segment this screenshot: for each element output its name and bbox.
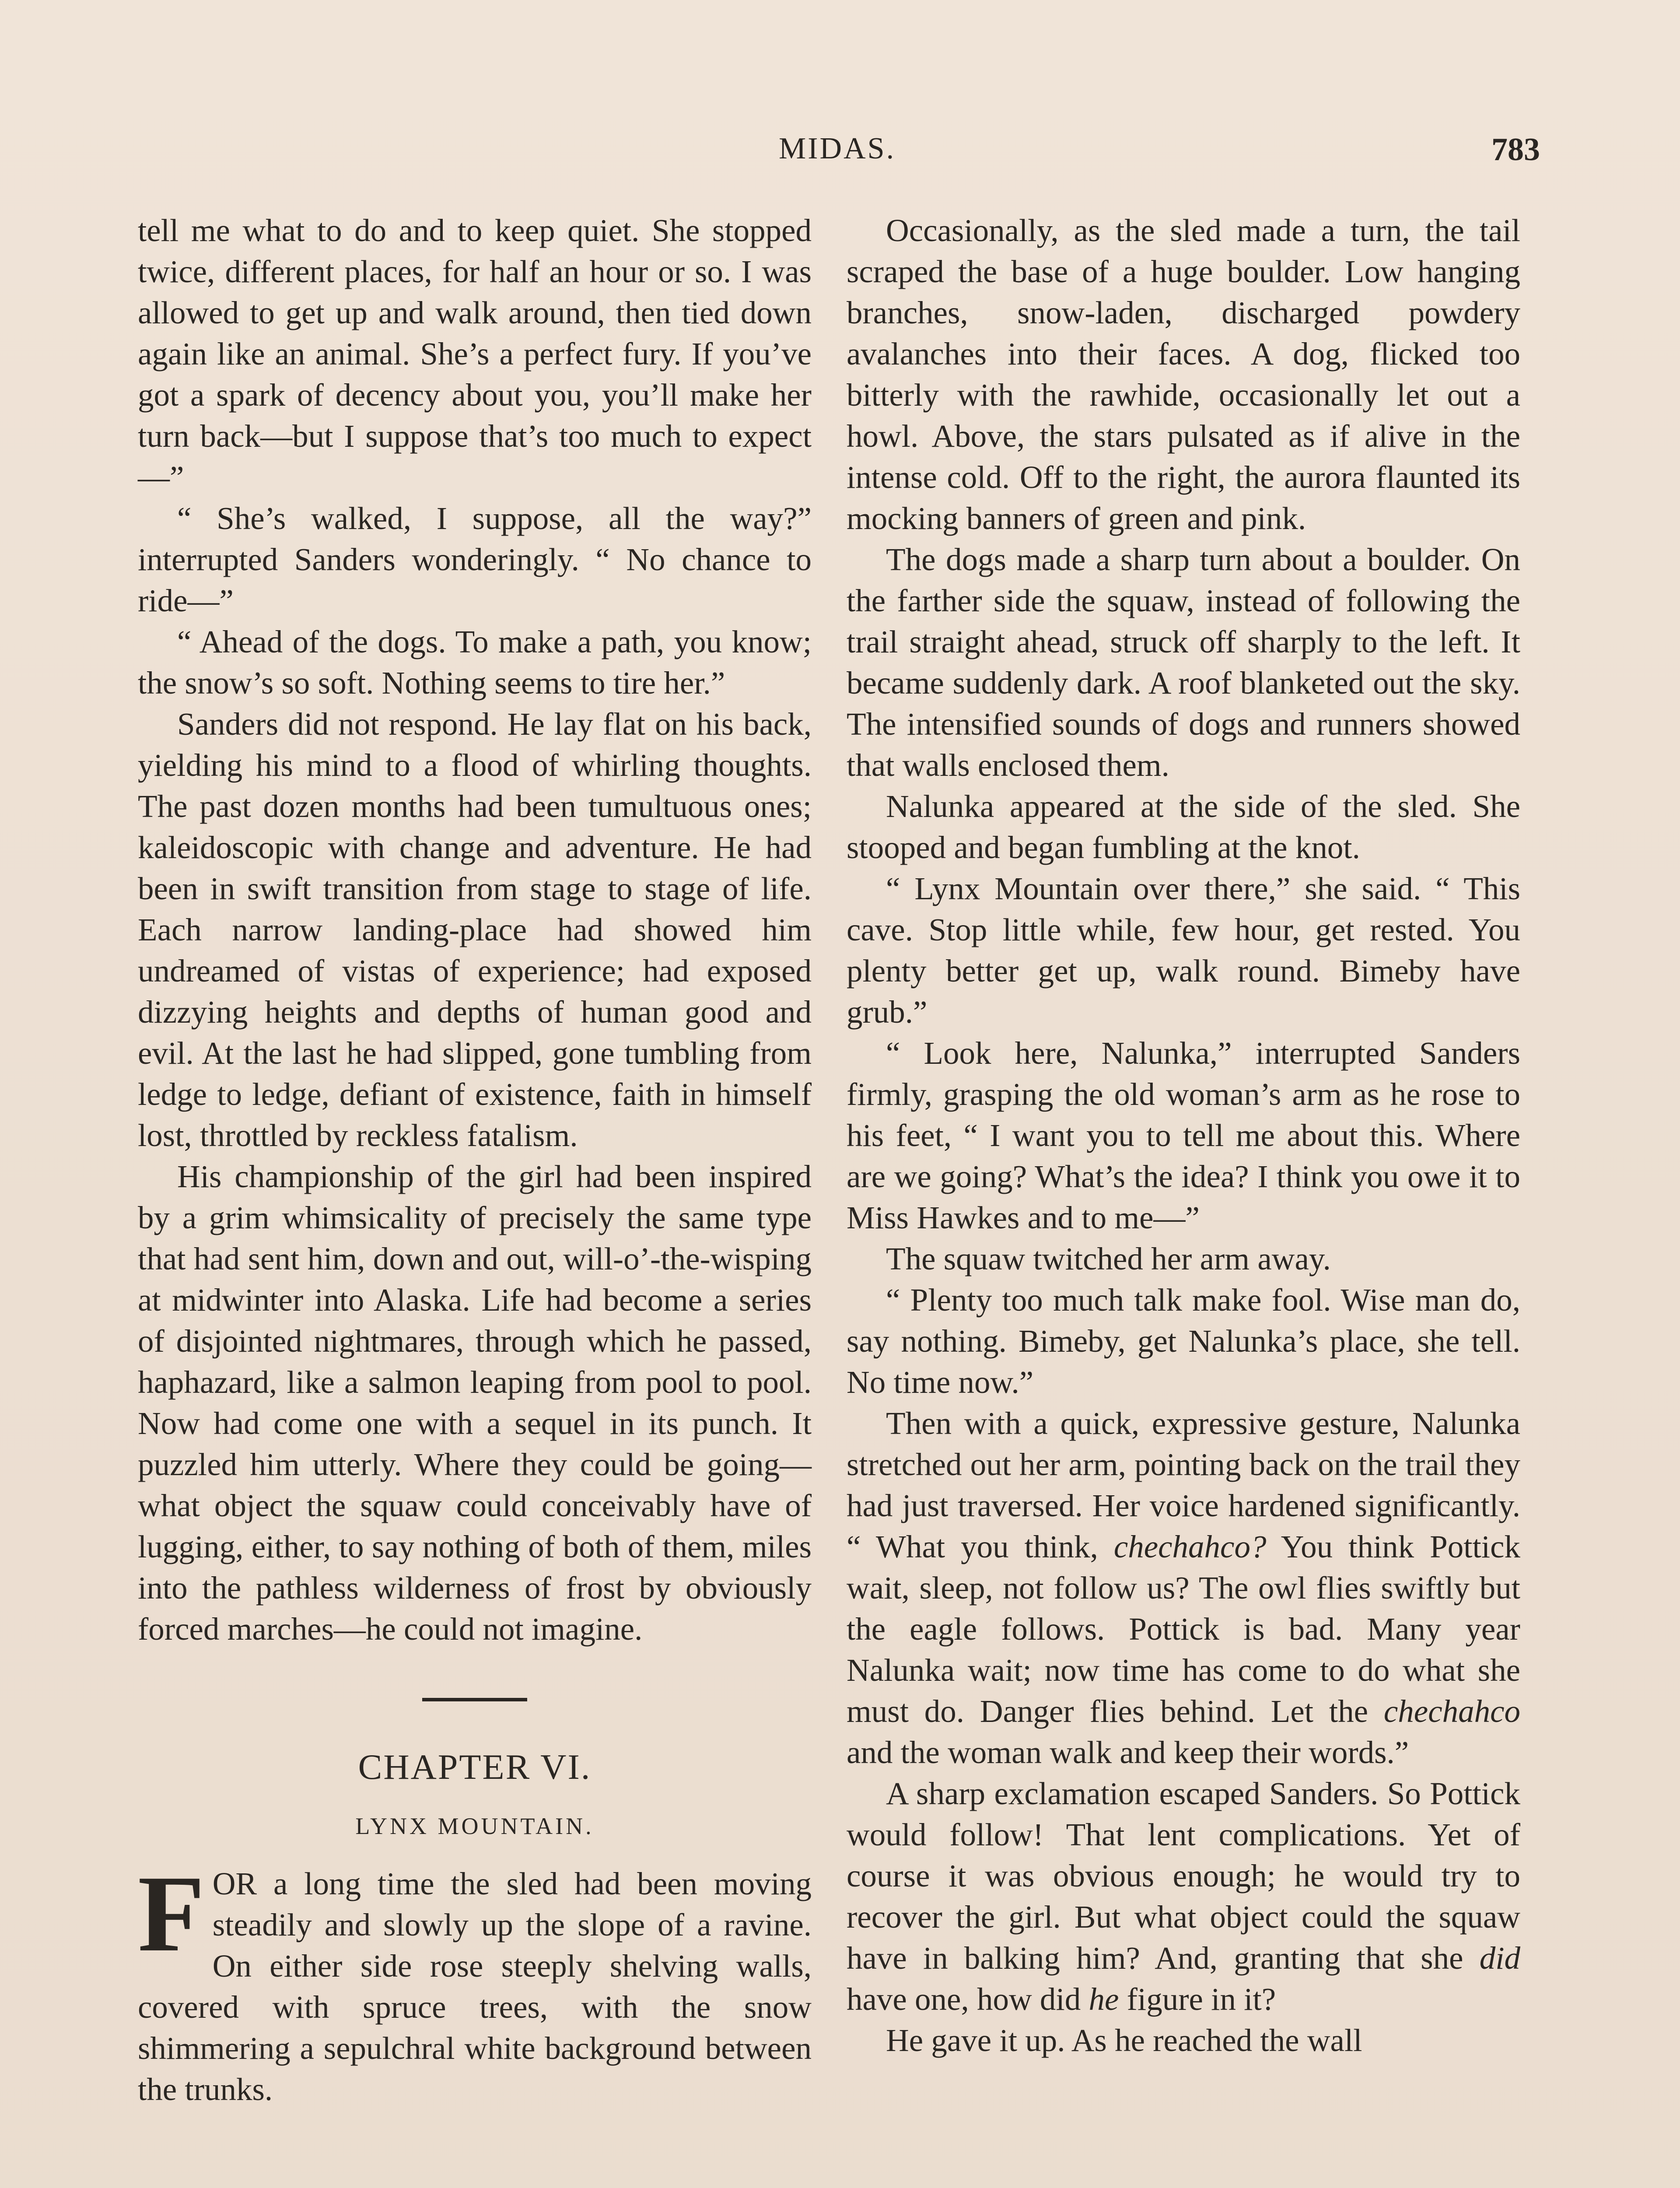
right-column bbox=[847, 210, 1520, 2061]
chapter-title: CHAPTER VI. bbox=[358, 1747, 592, 1787]
running-title: MIDAS. bbox=[779, 132, 896, 165]
paragraph: Occasionally, as the sled made a turn, the tail scraped the base of a huge boulder. Low hanging branches, snow-laden, discharged powdery avalanches into their faces. A dog, flicked too bitterly with the rawhide, occasionally let out a howl. Above, the stars pulsated as if alive in the intense cold. Off to the right, the aurora flaunted its mocking banners of green and pink. bbox=[847, 213, 1520, 536]
paragraph bbox=[847, 1773, 1520, 2020]
paragraph: “ Ahead of the dogs. To make a path, you know; the snow’s so soft. Nothing seems to tire her.” bbox=[138, 624, 812, 701]
italic-word: did bbox=[1479, 1940, 1520, 1976]
page-header bbox=[0, 131, 1680, 179]
paragraph bbox=[847, 1403, 1520, 1773]
paragraph: “ Lynx Mountain over there,” she said. “ This cave. Stop little while, few hour, get rested. You plenty better get up, walk round. Bimeby have grub.” bbox=[847, 871, 1520, 1030]
section-divider bbox=[422, 1698, 527, 1701]
text-run: have one, how did bbox=[847, 1981, 1089, 2017]
text-run: You think Pottick wait, sleep, not follow us? The owl flies swiftly but the eagle follows. Pottick is bad. Many year Nalunka wait; now time has come to do what she must do. Danger flies behind. Let the bbox=[847, 1529, 1520, 1729]
drop-cap: F bbox=[138, 1853, 205, 1974]
text-run: and the woman walk and keep their words.” bbox=[847, 1735, 1409, 1770]
left-column bbox=[138, 210, 812, 2110]
page-number: 783 bbox=[1491, 132, 1540, 168]
italic-word: chechahco bbox=[1383, 1694, 1520, 1729]
paragraph: Nalunka appeared at the side of the sled. She stooped and began fumbling at the knot. bbox=[847, 789, 1520, 865]
paragraph: The dogs made a sharp turn about a boulder. On the farther side the squaw, instead of following the trail straight ahead, struck off sharply to the left. It became suddenly dark. A roof blanketed out the sky. The intensified sounds of dogs and runners showed that walls enclosed them. bbox=[847, 542, 1520, 783]
chapter-opening-paragraph bbox=[138, 1853, 812, 2110]
italic-word: chechahco? bbox=[1113, 1529, 1267, 1564]
chapter-opening-text: OR a long time the sled had been moving steadily and slowly up the slope of a ravine. On either side rose steeply shelving walls, covered with spruce trees, with the snow shimmering a sepulchral white background between the trunks. bbox=[138, 1866, 812, 2107]
paragraph: “ Plenty too much talk make fool. Wise man do, say nothing. Bimeby, get Nalunka’s place, she tell. No time now.” bbox=[847, 1282, 1520, 1400]
italic-word: he bbox=[1088, 1981, 1119, 2017]
paragraph: He gave it up. As he reached the wall bbox=[886, 2023, 1362, 2058]
paragraph: The squaw twitched her arm away. bbox=[886, 1241, 1331, 1276]
paragraph: tell me what to do and to keep quiet. She stopped twice, different places, for half an hour or so. I was allowed to get up and walk around, then tied down again like an animal. She’s a perfect fury. If you’ve got a spark of decency about you, you’ll make her turn back—but I suppose that’s too much to expect—” bbox=[138, 213, 812, 495]
paragraph: “ Look here, Nalunka,” interrupted Sanders firmly, grasping the old woman’s arm as he rose to his feet, “ I want you to tell me about this. Where are we going? What’s the idea? I think you owe it to Miss Hawkes and to me—” bbox=[847, 1035, 1520, 1235]
text-run: figure in it? bbox=[1119, 1981, 1276, 2017]
chapter-subtitle: LYNX MOUNTAIN. bbox=[355, 1813, 594, 1839]
paragraph: Sanders did not respond. He lay flat on his back, yielding his mind to a flood of whirling thoughts. The past dozen months had been tumultuous ones; kaleidoscopic with change and adventure. He had been in swift transition from stage to stage of life. Each narrow landing-place had showed him undreamed of vistas of experience; had exposed dizzying heights and depths of human good and evil. At the last he had slipped, gone tumbling from ledge to ledge, defiant of existence, faith in himself lost, throttled by reckless fatalism. bbox=[138, 706, 812, 1153]
text-run: Then with a quick, expressive gesture, Nalunka stretched out her arm, pointing back on the trail they had just traversed. Her voice hardened significantly. “ What you think, bbox=[847, 1406, 1520, 1564]
text-run: A sharp exclamation escaped Sanders. So Pottick would follow! That lent complications. Yet of course it was obvious enough; he would try to recover the girl. But what object could the squaw have in balking him? And, granting that she bbox=[847, 1776, 1520, 1976]
paragraph: “ She’s walked, I suppose, all the way?” interrupted Sanders wonderingly. “ No chance to ride—” bbox=[138, 501, 812, 618]
paragraph: His championship of the girl had been inspired by a grim whimsicality of precisely the same type that had sent him, down and out, will-o’-the-wisping at midwinter into Alaska. Life had become a series of disjointed nightmares, through which he passed, haphazard, like a salmon leaping from pool to pool. Now had come one with a sequel in its punch. It puzzled him utterly. Where they could be going—what object the squaw could conceivably have of lugging, either, to say nothing of both of them, miles into the pathless wilderness of frost by obviously forced marches—he could not imagine. bbox=[138, 1159, 812, 1647]
